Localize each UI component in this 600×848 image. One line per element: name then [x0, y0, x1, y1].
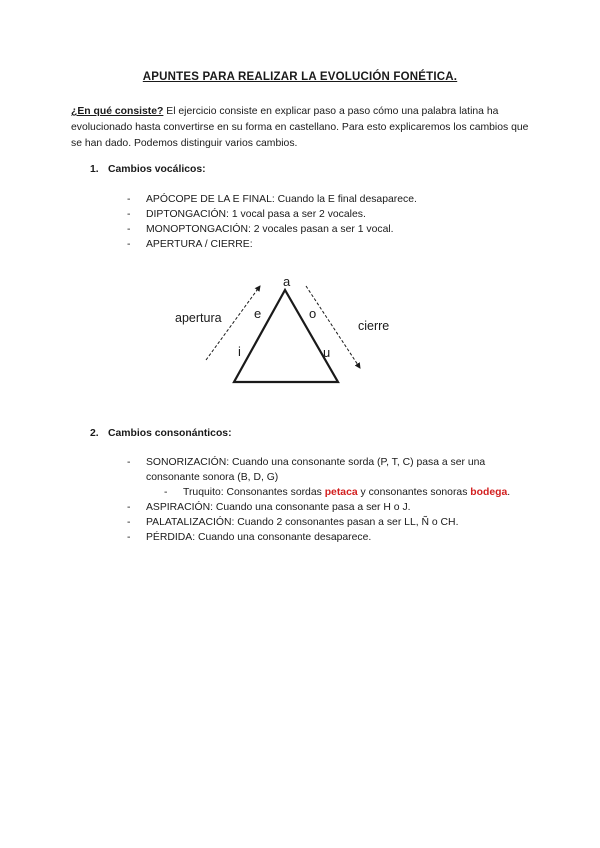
list-item	[127, 455, 527, 500]
triangle-shape	[234, 290, 338, 382]
apertura-label: apertura	[175, 311, 222, 325]
sonorizacion-text: SONORIZACIÓN: Cuando una consonante sorda (P, T, C) pasa a ser una consonante sonora (B, D, G)	[146, 457, 486, 483]
vowel-o: o	[309, 306, 317, 321]
section-number: 2.	[90, 428, 99, 439]
list-item: - PÉRDIDA: Cuando una consonante desaparece.	[127, 530, 527, 545]
section-title: Cambios consonánticos:	[108, 428, 232, 439]
intro-question: ¿En qué consiste?	[71, 106, 164, 117]
list-item: - ASPIRACIÓN: Cuando una consonante pasa a ser H o J.	[127, 500, 527, 515]
consonant-changes-list	[127, 455, 527, 545]
vowel-e: e	[254, 306, 262, 321]
vowel-a: a	[283, 274, 291, 289]
truquito-suffix: .	[507, 487, 511, 498]
example-word-petaca: petaca	[324, 487, 358, 498]
list-item: - PALATALIZACIÓN: Cuando 2 consonantes pasan a ser LL, Ñ o CH.	[127, 515, 527, 530]
sub-list	[164, 485, 524, 500]
list-item: - APÓCOPE DE LA E FINAL: Cuando la E final desaparece.	[127, 192, 547, 207]
section-number: 1.	[90, 164, 99, 175]
sub-list-item	[164, 485, 524, 500]
list-item: - MONOPTONGACIÓN: 2 vocales pasan a ser 1 vocal.	[127, 222, 547, 237]
cierre-label: cierre	[358, 319, 390, 333]
page-title: APUNTES PARA REALIZAR LA EVOLUCIÓN FONÉTICA.	[142, 71, 458, 83]
truquito-middle: y consonantes sonoras	[357, 487, 471, 498]
vowel-u: u	[323, 345, 331, 360]
section-heading-consonants	[90, 428, 232, 439]
section-title: Cambios vocálicos:	[108, 164, 206, 175]
list-item: - DIPTONGACIÓN: 1 vocal pasa a ser 2 vocales.	[127, 207, 547, 222]
truquito-prefix: Truquito: Consonantes sordas	[183, 487, 325, 498]
list-item: - APERTURA / CIERRE:	[127, 237, 547, 252]
intro-text: El ejercicio consiste en explicar paso a paso cómo una palabra latina ha evolucionado hasta convertirse en su forma en castellano. Para esto explicaremos los cambios que se han dado. Podemos distinguir varios cambios.	[71, 106, 529, 149]
vowel-i: i	[238, 344, 241, 359]
example-word-bodega: bodega	[470, 487, 508, 498]
cierre-arrow	[306, 286, 360, 368]
